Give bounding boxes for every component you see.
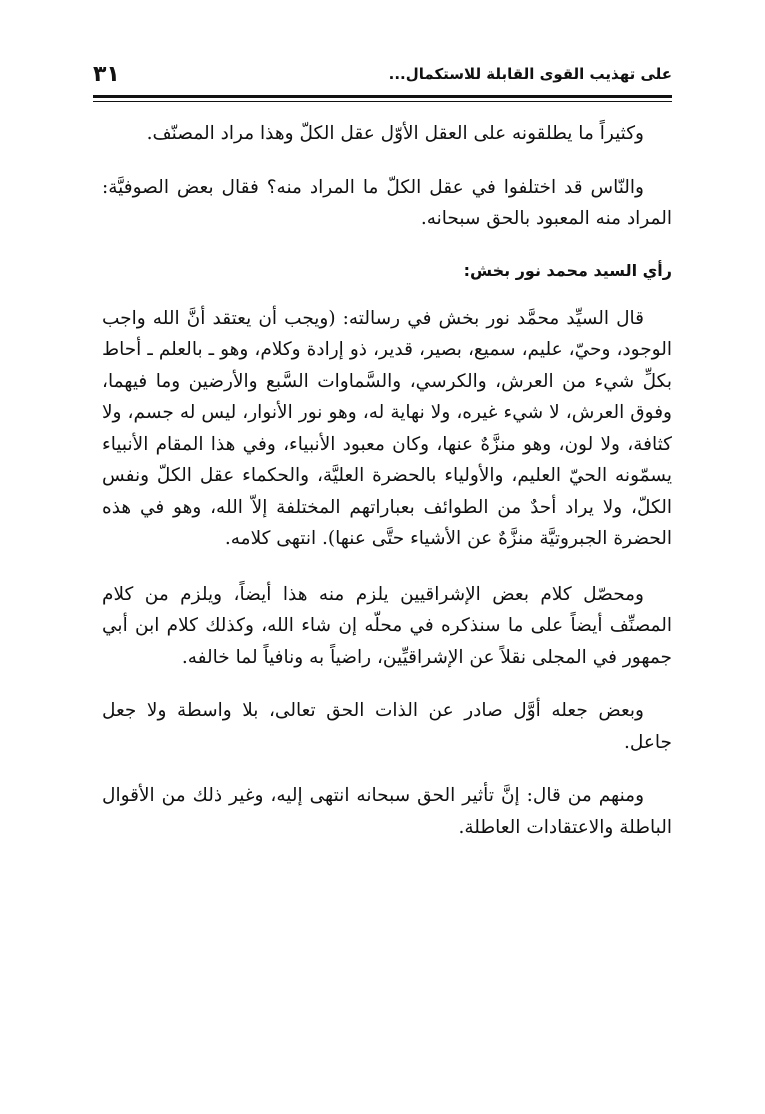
paragraph: ومنهم من قال: إنَّ تأثير الحق سبحانه انتهى إليه، وغير ذلك من الأقوال الباطلة والاعتقادات العاطلة. bbox=[102, 785, 672, 838]
paragraph: ومحصّل كلام بعض الإشراقيين يلزم منه هذا أيضاً، ويلزم من كلام المصنِّف أيضاً على ما سنذكره في محلّه إن شاء الله، وكذلك كلام ابن أبي جمهور في المجلى نقلاً عن الإشراقيِّين، راضياً به ونافياً لما خالفه. bbox=[102, 583, 672, 668]
running-title: على تهذيب القوى القابلة للاستكمال... bbox=[388, 65, 672, 83]
section-heading: رأي السيد محمد نور بخش: bbox=[463, 260, 672, 280]
header-rule bbox=[93, 95, 672, 101]
paragraph: وبعض جعله أوَّل صادر عن الذات الحق تعالى، بلا واسطة ولا جعل جاعل. bbox=[102, 700, 672, 753]
page-header bbox=[93, 56, 672, 92]
paragraph: وكثيراً ما يطلقونه على العقل الأوّل عقل الكلّ وهذا مراد المصنّف. bbox=[146, 123, 644, 144]
paragraph: والنّاس قد اختلفوا في عقل الكلّ ما المراد منه؟ فقال بعض الصوفيَّة: المراد منه المعبود بالحق سبحانه. bbox=[102, 176, 672, 229]
page-body bbox=[102, 118, 672, 865]
paragraph: قال السيِّد محمَّد نور بخش في رسالته: (ويجب أن يعتقد أنَّ الله واجب الوجود، وحيّ، عليم، سميع، بصير، قدير، ذو إرادة وكلام، وهو ـ بالعلم ـ أحاط بكلِّ شيء من العرش، والكرسي، والسَّماوات السَّبع والأرضين وما فيهما، وفوق العرش، لا شيء غيره، ولا نهاية له، وهو نور الأنوار، ليس له جسم، ولا كثافة، ولا لون، وهو منزَّهٌ عنها، وكان معبود الأنبياء، وفي هذا المقام الأنبياء يسمّونه الحيّ العليم، والأولياء بالحضرة العليَّة، والحكماء عقل الكلّ ونفس الكلّ، ولا يراد أحدٌ من الطوائف بعباراتهم المختلفة إلاّ الله، وهو في هذه الحضرة الجبروتيَّة منزَّهٌ عن الأشياء حتَّى عنها). انتهى كلامه. bbox=[102, 307, 672, 549]
page-number: ٣١ bbox=[93, 61, 120, 87]
